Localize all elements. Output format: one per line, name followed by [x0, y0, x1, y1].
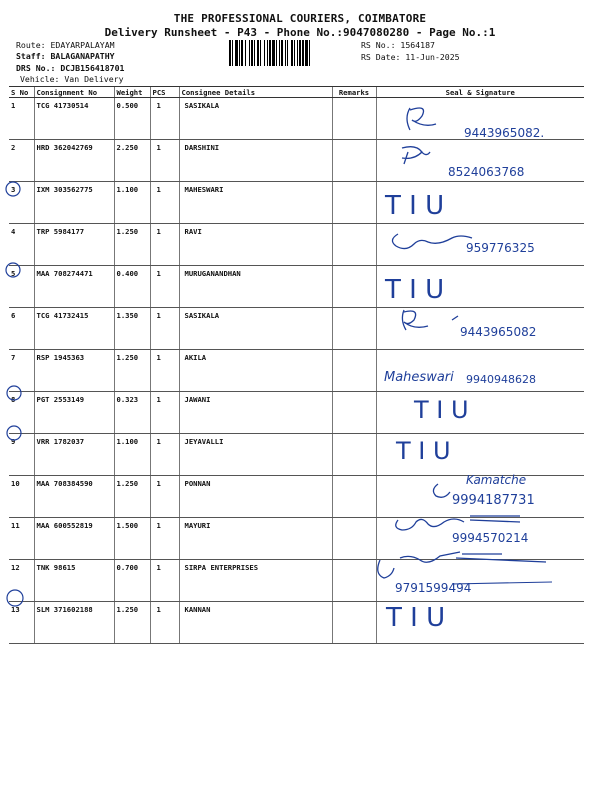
cell-consignment: RSP 1945363 — [34, 350, 114, 392]
cell-consignment: VRR 1782037 — [34, 434, 114, 476]
barcode-bar — [267, 40, 268, 66]
table-header-row — [9, 87, 584, 98]
table-row — [9, 476, 584, 518]
cell-sno: 8 — [9, 392, 34, 434]
runsheet-table — [9, 86, 584, 644]
cell-consignment: PGT 2553149 — [34, 392, 114, 434]
cell-weight: 0.500 — [114, 98, 150, 140]
cell-remarks — [332, 350, 376, 392]
cell-sno: 6 — [9, 308, 34, 350]
cell-signature — [376, 140, 584, 182]
table-row — [9, 182, 584, 224]
cell-consignment: MAA 600552819 — [34, 518, 114, 560]
hw-phone: 959776325 — [466, 241, 535, 255]
cell-consignee: DARSHINI — [179, 140, 332, 182]
hw-mark: T I U — [385, 191, 445, 221]
cell-remarks — [332, 518, 376, 560]
cell-weight: 1.250 — [114, 602, 150, 644]
cell-consignee: KANNAN — [179, 602, 332, 644]
barcode — [229, 40, 355, 66]
cell-signature — [376, 224, 584, 266]
cell-pcs: 1 — [150, 602, 179, 644]
hw-phone: 9940948628 — [466, 373, 536, 386]
cell-consignment: MAA 708384590 — [34, 476, 114, 518]
cell-weight: 1.100 — [114, 434, 150, 476]
cell-weight: 1.500 — [114, 518, 150, 560]
cell-consignment: IXM 303562775 — [34, 182, 114, 224]
barcode-bar — [287, 40, 288, 66]
barcode-bar — [276, 40, 277, 66]
rs-date: RS Date: 11-Jun-2025 — [361, 52, 460, 62]
cell-pcs: 1 — [150, 518, 179, 560]
col-sno: S No — [9, 87, 34, 98]
vehicle-label: Vehicle: Van Delivery — [20, 74, 124, 84]
table-row — [9, 434, 584, 476]
col-consignment: Consignment No — [34, 87, 114, 98]
cell-signature — [376, 602, 584, 644]
cell-sno: 9 — [9, 434, 34, 476]
table-row — [9, 518, 584, 560]
barcode-bar — [305, 40, 308, 66]
barcode-bar — [245, 40, 246, 66]
cell-consignee: SIRPA ENTERPRISES — [179, 560, 332, 602]
cell-weight: 0.400 — [114, 266, 150, 308]
cell-pcs: 1 — [150, 350, 179, 392]
barcode-bar — [302, 40, 304, 66]
table-row — [9, 392, 584, 434]
barcode-bar — [264, 40, 265, 66]
hw-phone: 9443965082 — [460, 325, 537, 339]
barcode-bar — [257, 40, 259, 66]
cell-pcs: 1 — [150, 182, 179, 224]
cell-sno: 7 — [9, 350, 34, 392]
cell-consignment: TCG 41732415 — [34, 308, 114, 350]
col-remarks: Remarks — [332, 87, 376, 98]
hw-phone: 9443965082. — [464, 126, 545, 140]
col-pcs: PCS — [150, 87, 179, 98]
cell-sno: 3 — [9, 182, 34, 224]
cell-pcs: 1 — [150, 392, 179, 434]
cell-pcs: 1 — [150, 98, 179, 140]
barcode-bar — [239, 40, 240, 66]
table-row — [9, 224, 584, 266]
rs-number: RS No.: 1564187 — [361, 40, 435, 50]
cell-signature — [376, 476, 584, 518]
cell-sno: 11 — [9, 518, 34, 560]
cell-pcs: 1 — [150, 140, 179, 182]
barcode-bar — [229, 40, 231, 66]
hw-phone: 9994187731 — [452, 493, 535, 508]
barcode-bar — [232, 40, 233, 66]
hw-phone: 9791599494 — [395, 581, 472, 595]
col-weight: Weight — [114, 87, 150, 98]
cell-remarks — [332, 476, 376, 518]
cell-consignment: TRP 5984177 — [34, 224, 114, 266]
cell-weight: 1.250 — [114, 224, 150, 266]
cell-remarks — [332, 434, 376, 476]
cell-consignee: AKILA — [179, 350, 332, 392]
cell-pcs: 1 — [150, 434, 179, 476]
cell-consignee: SASIKALA — [179, 98, 332, 140]
staff-label: Staff: BALAGANAPATHY — [16, 51, 115, 61]
barcode-bar — [294, 40, 295, 66]
cell-signature — [376, 392, 584, 434]
cell-pcs: 1 — [150, 308, 179, 350]
cell-consignee: MURUGANANDHAN — [179, 266, 332, 308]
cell-sno: 1 — [9, 98, 34, 140]
cell-sno: 2 — [9, 140, 34, 182]
company-title: THE PROFESSIONAL COURIERS, COIMBATORE — [173, 12, 427, 25]
cell-signature — [376, 98, 584, 140]
cell-sno: 10 — [9, 476, 34, 518]
cell-consignment: TCG 41730514 — [34, 98, 114, 140]
barcode-bar — [235, 40, 238, 66]
cell-consignee: SASIKALA — [179, 308, 332, 350]
cell-weight: 1.100 — [114, 182, 150, 224]
hw-name: Maheswari — [384, 370, 454, 385]
cell-consignee: JEYAVALLI — [179, 434, 332, 476]
cell-signature — [376, 266, 584, 308]
barcode-bar — [272, 40, 275, 66]
cell-remarks — [332, 98, 376, 140]
barcode-bar — [241, 40, 243, 66]
cell-pcs: 1 — [150, 560, 179, 602]
barcode-bar — [297, 40, 298, 66]
cell-sno: 12 — [9, 560, 34, 602]
cell-pcs: 1 — [150, 224, 179, 266]
cell-consignee: RAVI — [179, 224, 332, 266]
barcode-bar — [279, 40, 280, 66]
cell-sno: 5 — [9, 266, 34, 308]
cell-consignment: SLM 371602188 — [34, 602, 114, 644]
cell-signature — [376, 560, 584, 602]
hw-phone: 9994570214 — [452, 531, 529, 545]
cell-weight: 0.700 — [114, 560, 150, 602]
cell-consignee: JAWANI — [179, 392, 332, 434]
route-label: Route: EDAYARPALAYAM — [16, 40, 115, 50]
cell-sno: 13 — [9, 602, 34, 644]
table-row — [9, 602, 584, 644]
cell-consignee: MAHESWARI — [179, 182, 332, 224]
col-consignee: Consignee Details — [179, 87, 332, 98]
cell-remarks — [332, 602, 376, 644]
table-row — [9, 308, 584, 350]
barcode-bar — [299, 40, 301, 66]
cell-consignee: MAYURI — [179, 518, 332, 560]
barcode-bar — [260, 40, 261, 66]
drs-label: DRS No.: DCJB156418701 — [16, 63, 125, 73]
cell-remarks — [332, 182, 376, 224]
cell-consignment: TNK 98615 — [34, 560, 114, 602]
barcode-bar — [251, 40, 253, 66]
cell-pcs: 1 — [150, 266, 179, 308]
cell-weight: 2.250 — [114, 140, 150, 182]
cell-consignment: MAA 708274471 — [34, 266, 114, 308]
cell-weight: 0.323 — [114, 392, 150, 434]
cell-remarks — [332, 224, 376, 266]
table-row — [9, 560, 584, 602]
hw-mark: T I U — [386, 603, 446, 633]
barcode-bar — [269, 40, 271, 66]
barcode-bar — [285, 40, 286, 66]
hw-name: Kamatche — [466, 473, 527, 487]
cell-remarks — [332, 140, 376, 182]
barcode-bar — [309, 40, 310, 66]
cell-weight: 1.250 — [114, 350, 150, 392]
table-row — [9, 98, 584, 140]
cell-sno: 4 — [9, 224, 34, 266]
cell-remarks — [332, 266, 376, 308]
cell-consignment: HRD 362042769 — [34, 140, 114, 182]
barcode-bar — [254, 40, 255, 66]
cell-remarks — [332, 560, 376, 602]
cell-weight: 1.250 — [114, 476, 150, 518]
col-signature: Seal & Signature — [376, 87, 584, 98]
cell-pcs: 1 — [150, 476, 179, 518]
table-row — [9, 266, 584, 308]
barcode-bar — [291, 40, 293, 66]
hw-mark: T I U — [396, 437, 451, 465]
cell-remarks — [332, 392, 376, 434]
barcode-bar — [249, 40, 250, 66]
table-row — [9, 140, 584, 182]
cell-signature — [376, 182, 584, 224]
cell-signature — [376, 350, 584, 392]
hw-phone: 8524063768 — [448, 165, 525, 179]
cell-signature — [376, 434, 584, 476]
cell-signature — [376, 308, 584, 350]
cell-remarks — [332, 308, 376, 350]
hw-mark: T I U — [385, 275, 445, 305]
barcode-bar — [281, 40, 283, 66]
cell-weight: 1.350 — [114, 308, 150, 350]
cell-consignee: PONNAN — [179, 476, 332, 518]
hw-mark: T I U — [414, 396, 469, 424]
cell-signature — [376, 518, 584, 560]
runsheet-subtitle: Delivery Runsheet - P43 - Phone No.:9047080280 - Page No.:1 — [104, 26, 496, 39]
table-row — [9, 350, 584, 392]
